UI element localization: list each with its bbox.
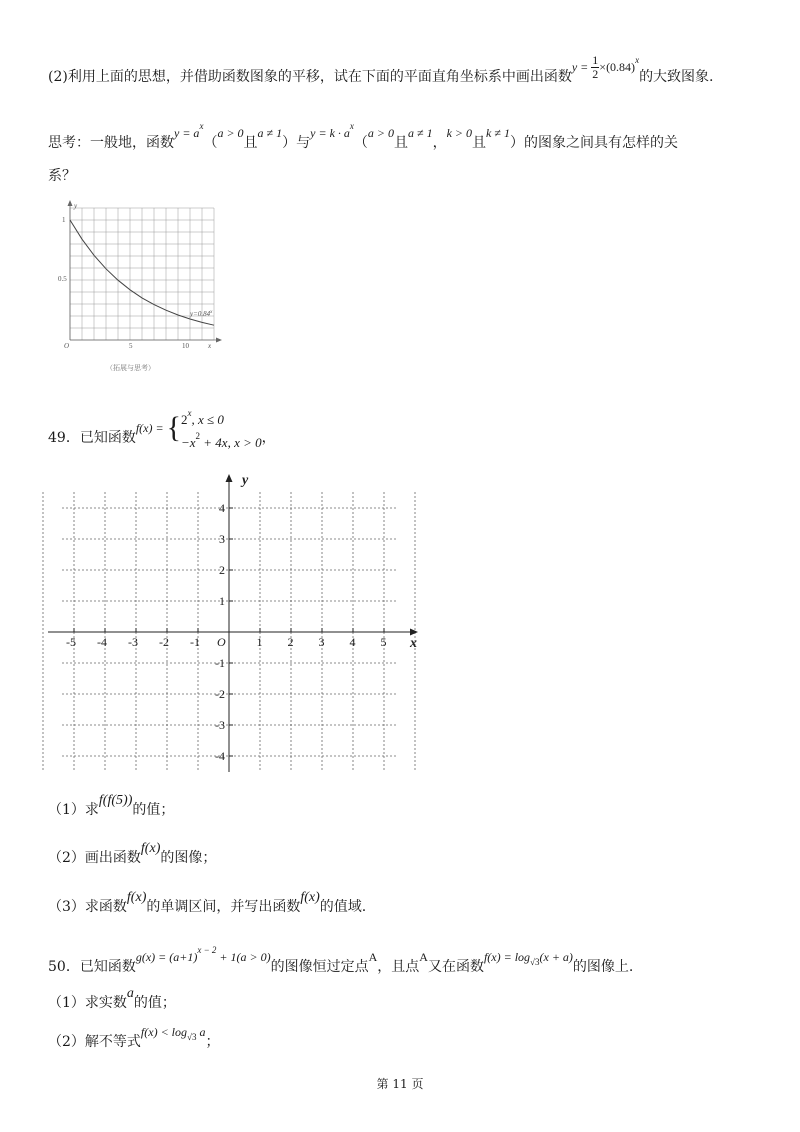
think-cond1-a: a > 0 [217,126,244,140]
x-axis-label: x [410,636,417,651]
section2-formula-base: (0.84) [606,60,636,74]
small-y-arrow [68,200,73,206]
q49-line [48,408,276,461]
case1-exp: x [187,408,192,418]
curve-label-exp: x [210,310,213,315]
q50-f: f(x) = log [483,950,531,964]
q50-text1: 已知函数 [79,959,136,975]
q49-part2 [48,841,217,869]
think-line [48,121,678,153]
times-sign: × [599,60,607,74]
x-tick-label: 4 [349,635,356,649]
small-y-tick-1: 1 [62,216,66,224]
q50-g: g(x) = (a+1) [135,950,198,964]
point-a-2: A [419,950,428,964]
think-cond2-b: a ≠ 1 [408,126,433,140]
left-brace: { [166,411,181,444]
section2-formula-exp: x [635,55,640,65]
y-tick-label: -2 [215,687,225,701]
q50-p2-var: a [196,1025,206,1039]
y-tick-label: -3 [215,718,225,732]
q50-f-rest: (x + a) [539,950,573,964]
small-y-tick-05: 0.5 [58,275,67,283]
small-x-arrow [216,338,222,343]
q50-p2-label: （2）解不等式 [48,1034,141,1050]
q50-p2-end: ； [205,1034,220,1050]
think-func2: y = k · a [310,126,350,140]
paren: ） [282,135,297,151]
part1-end: 的值； [132,802,175,818]
part1-formula: f(f(5)) [98,793,133,808]
small-x-tick-5: 5 [129,342,133,350]
q49-cases [181,405,262,451]
section2-line [48,52,714,91]
q49-piecewise [167,405,262,451]
small-graph-grid [70,208,214,340]
q49-part3 [48,890,367,918]
part2-formula: f(x) [140,841,161,856]
q50-g-exp: x − 2 [197,945,217,955]
part3-label: （3）求函数 [48,899,127,915]
small-x-label: x [208,342,212,350]
paren: ） [509,135,524,151]
origin-label: O [217,635,226,649]
think-func1: y = a [174,126,200,140]
x-tick-label: -5 [66,635,76,649]
x-tick-label: 5 [380,635,387,649]
think-func2-exp: x [349,121,354,131]
and-word: 且 [394,135,408,151]
think-prefix: 思考：一般地，函数 [48,135,174,151]
x-tick-label: 2 [287,635,294,649]
section2-label: (2) [48,69,68,85]
q50-text4: 又在函数 [427,959,484,975]
think-cond2-d: k ≠ 1 [486,126,510,140]
q50-p2-sub: √3 [187,1032,197,1042]
part2-label: （2）画出函数 [48,850,141,866]
part1-label: （1）求 [48,802,99,818]
x-tick-label: 3 [318,635,325,649]
x-tick-label: -3 [128,635,138,649]
case1-base: 2 [180,412,188,427]
paren: （ [203,135,218,151]
q50-part1 [48,986,176,1014]
x-tick-label: -4 [97,635,107,649]
q49-case1 [181,405,262,428]
small-curve-label [189,310,213,318]
and-word: 且 [243,135,258,151]
q49-text: 已知函数 [79,430,136,446]
q50-p1-var: a [126,986,134,1001]
small-origin: O [64,342,70,350]
case2-rest: + 4x, x > 0 [200,435,262,450]
q49-fx: f(x) = [135,421,167,435]
q49-end: ， [261,430,276,446]
q49-case2 [181,428,262,451]
think-suffix: 的图象之间具有怎样的关 [523,135,678,151]
y-tick-label: 2 [219,563,225,577]
x-tick-label: 1 [256,635,263,649]
curve-label-base: y=0.84 [190,310,211,318]
comma: ， [432,135,447,151]
think-func1-exp: x [199,121,204,131]
x-axis-arrow [410,629,418,636]
q50-part2 [48,1025,220,1057]
y-tick-label: 3 [219,532,225,546]
paren: （ [353,135,368,151]
y-tick-label: 4 [219,501,225,515]
q50-line [48,945,634,982]
section2-formula-lhs: y = [571,60,592,74]
q50-p2-formula: f(x) < log [140,1025,188,1039]
y-tick-label: -4 [215,749,225,763]
section2-text-after: 的大致图象. [639,69,714,85]
part3-formula2: f(x) [300,890,320,905]
point-a: A [368,950,378,964]
think-cond2-c: k > 0 [446,126,473,140]
q50-text5: 的图像上. [572,959,634,975]
part2-end: 的图像； [160,850,217,866]
small-x-tick-10: 10 [182,342,189,350]
y-tick-label: -1 [215,656,225,670]
think-line2: 系？ [48,168,76,184]
case2-exp: 2 [195,431,201,441]
x-tick-label: -1 [190,635,200,649]
small-y-label: y [74,202,78,210]
q50-number: 50． [48,959,80,975]
q50-text3: ，且点 [377,959,420,975]
and-word: 且 [472,135,487,151]
think-cond1-b: a ≠ 1 [257,126,283,140]
with-word: 与 [296,135,311,151]
small-exponential-graph [56,198,224,378]
q50-f-sub: √3 [530,957,540,967]
case2-base: −x [180,435,196,450]
fraction-denominator: 2 [592,66,599,81]
q50-text2: 的图像恒过定点 [270,959,369,975]
case1-cond: , x ≤ 0 [191,412,224,427]
small-graph-caption: （拓展与思考） [106,364,155,372]
page-footer: 第 11 页 [376,1077,424,1091]
coordinate-grid [40,466,430,778]
y-axis-label: y [242,473,249,488]
fraction-numerator: 1 [592,52,599,67]
q50-p1-end: 的值； [133,995,176,1011]
x-tick-label: -2 [159,635,169,649]
section2-text: 利用上面的思想，并借助函数图象的平移，试在下面的平面直角坐标系中画出函数 [67,69,572,85]
q49-number: 49． [48,430,80,446]
part3-formula: f(x) [126,890,147,905]
think-cond2-a: a > 0 [367,126,394,140]
part3-end: 的值域. [319,899,367,915]
q50-g-rest: + 1(a > 0) [216,950,271,964]
q50-p1-label: （1）求实数 [48,995,127,1011]
y-tick-label: 1 [219,594,225,608]
part3-mid: 的单调区间，并写出函数 [146,899,301,915]
y-axis-arrow [226,474,233,482]
q49-part1 [48,793,175,821]
